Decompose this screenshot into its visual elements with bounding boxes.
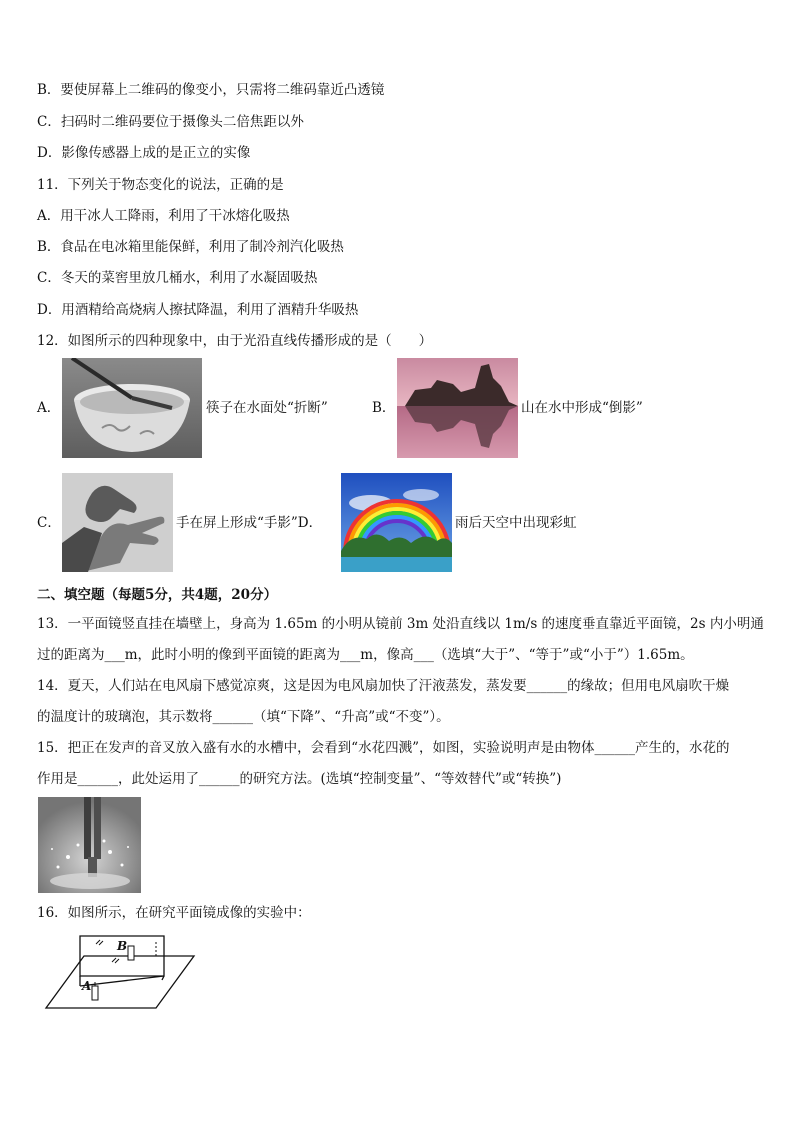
q12-option-b-letter: B． xyxy=(372,400,396,416)
q15-line2: 作用是______，此处运用了______的研究方法。(选填“控制变量”、“等效替代”或“转换”) xyxy=(37,771,562,787)
label-a: A xyxy=(82,979,92,993)
q10-option-c: C．扫码时二维码要位于摄像头二倍焦距以外 xyxy=(37,114,304,130)
q12-option-c-letter: C． xyxy=(37,515,61,531)
q10-option-b: B．要使屏幕上二维码的像变小，只需将二维码靠近凸透镜 xyxy=(37,82,385,98)
q12-stem: 12．如图所示的四种现象中，由于光沿直线传播形成的是（ ） xyxy=(37,333,433,349)
q12-option-a-letter: A． xyxy=(37,400,61,416)
plane-mirror-diagram xyxy=(44,930,196,1012)
q13-line1: 13．一平面镜竖直挂在墙壁上，身高为 1.65m 的小明从镜前 3m 处沿直线以 1m/s 的速度垂直靠近平面镜，2s 内小明通 xyxy=(37,616,764,632)
q11-option-b: B．食品在电冰箱里能保鲜，利用了制冷剂汽化吸热 xyxy=(37,239,344,255)
section-title: 二、填空题（每题5分，共4题，20分） xyxy=(37,587,278,603)
q12-option-b-text: 山在水中形成“倒影” xyxy=(521,400,643,416)
rainbow-image xyxy=(341,473,452,572)
q16-stem: 16．如图所示，在研究平面镜成像的实验中： xyxy=(37,905,311,921)
q12-option-c-text: 手在屏上形成“手影”D． xyxy=(176,515,323,531)
q15-line1: 15．把正在发声的音叉放入盛有水的水槽中，会看到“水花四溅”，如图，实验说明声是由物体______产生的，水花的 xyxy=(37,740,730,756)
q13-line2: 过的距离为___m，此时小明的像到平面镜的距离为___m，像高___（选填“大于”、“等于”或“小于”）1.65m。 xyxy=(37,647,694,663)
tuning-fork-water-image xyxy=(38,797,141,893)
hand-shadow-image xyxy=(62,473,173,572)
q14-line2: 的温度计的玻璃泡，其示数将______（填“下降”、“升高”或“不变”）。 xyxy=(37,709,450,725)
q11-option-c: C．冬天的菜窖里放几桶水，利用了水凝固吸热 xyxy=(37,270,318,286)
mountain-reflection-image xyxy=(397,358,518,458)
q11-stem: 11．下列关于物态变化的说法，正确的是 xyxy=(37,177,284,193)
label-b: B xyxy=(117,939,128,953)
q11-option-a: A．用干冰人工降雨，利用了干冰熔化吸热 xyxy=(37,208,290,224)
q10-option-d: D．影像传感器上成的是正立的实像 xyxy=(37,145,251,161)
chopsticks-bowl-image xyxy=(62,358,202,458)
q12-option-d-text: 雨后天空中出现彩虹 xyxy=(455,515,577,531)
q11-option-d: D．用酒精给高烧病人擦拭降温，利用了酒精升华吸热 xyxy=(37,302,359,318)
q14-line1: 14．夏天，人们站在电风扇下感觉凉爽，这是因为电风扇加快了汗液蒸发，蒸发要______的缘故；但用电风扇吹干燥 xyxy=(37,678,730,694)
q12-option-a-text: 筷子在水面处“折断” xyxy=(206,400,328,416)
